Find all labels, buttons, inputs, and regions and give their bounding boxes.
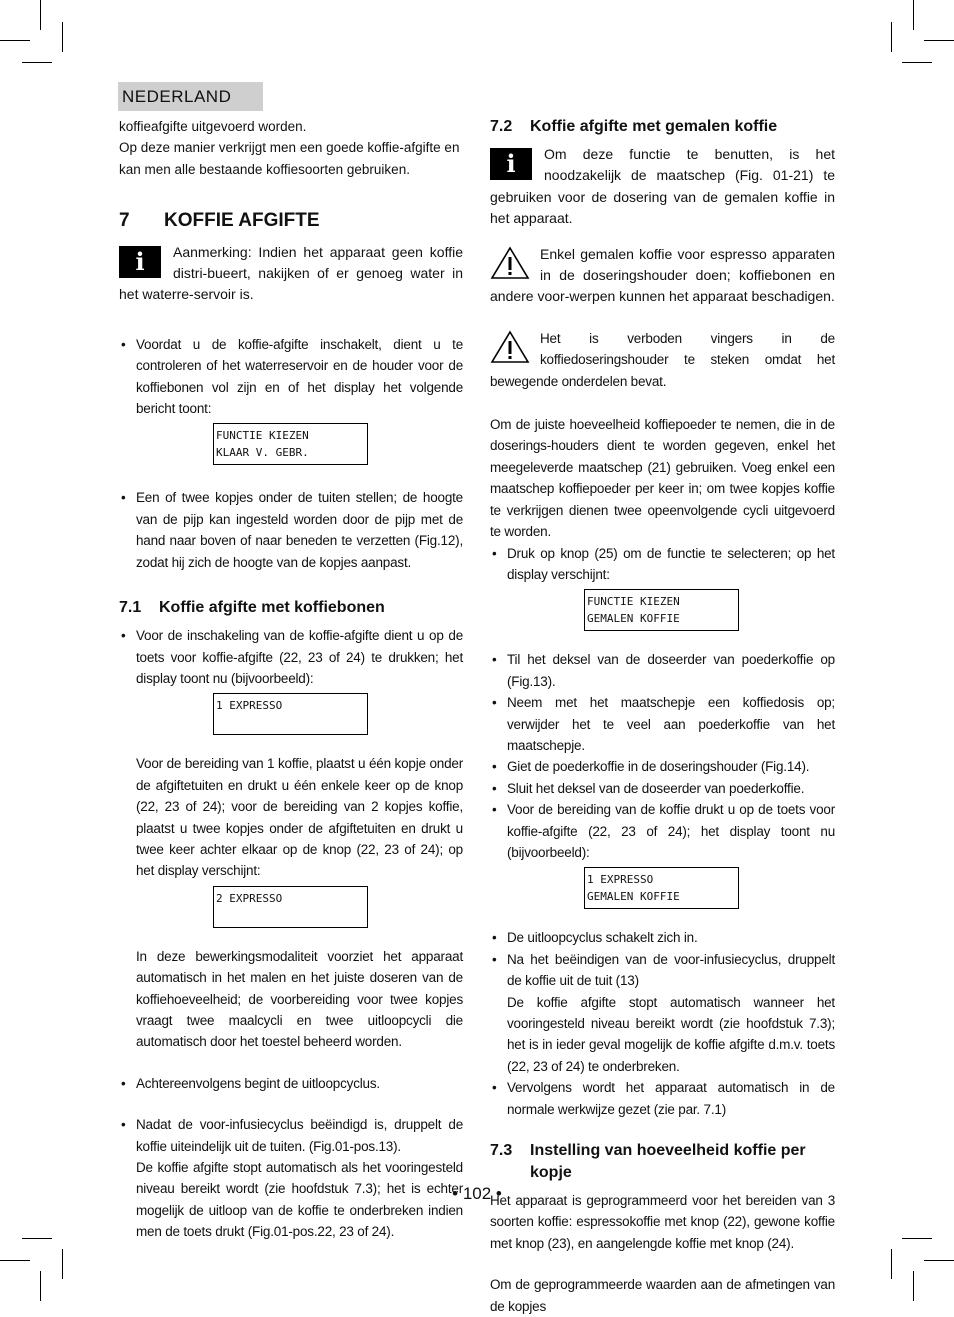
crop-mark xyxy=(62,1249,63,1279)
paragraph: In deze bewerkingsmodaliteit voorziet het apparaat automatisch in het malen en het juiste doseren van de koffiehoeveelheid; de voorbereiding voor twee kopjes vraagt twee maalcycli en twee uitloopcycli die automatisch door het toestel beheerd worden. xyxy=(136,948,463,1050)
list-item: • Voor de bereiding van de koffie drukt u op de toets voor koffie-afgifte (22, 23 of 24); het display toont nu (bijvoorbeeld): xyxy=(490,799,835,863)
crop-mark xyxy=(902,62,932,63)
list-item: • Voordat u de koffie-afgifte inschakelt, dient u te controleren of het waterreservoir en de houder voor de koffiebonen vol zijn en of het display het volgende bericht toont: xyxy=(119,334,463,420)
warning-note xyxy=(490,244,835,308)
section-title: Koffie afgifte met koffiebonen xyxy=(159,599,385,617)
section-heading xyxy=(119,210,463,231)
paragraph: De koffie afgifte stopt automatisch als het vooringesteld niveau bereikt wordt (zie hoofdstuk 7.3); het is echter mogelijk de uitloop van de koffie te onderbreken indien men de toets drukt (Fig.01-pos.22, 23 of 24). xyxy=(136,1160,463,1240)
info-icon: i xyxy=(490,148,532,180)
list-item: • Sluit het deksel van de doseerder van poederkoffie. xyxy=(490,778,835,799)
note-text: Het is verboden vingers in de koffiedoseringshouder te steken omdat het bewegende onderdelen bevat. xyxy=(490,330,835,389)
list-item: • Achtereenvolgens begint de uitloopcyclus. xyxy=(119,1073,463,1094)
crop-mark xyxy=(902,1238,932,1239)
paragraph: Het apparaat is geprogrammeerd voor het bereiden van 3 soorten koffie: espressokoffie met knop (22), gewone koffie met knop (23), en aangelengde koffie met knop (24). xyxy=(490,1193,835,1251)
section-title: KOFFIE AFGIFTE xyxy=(164,210,320,232)
info-note xyxy=(119,242,463,306)
paragraph: Voor de bereiding van 1 koffie, plaatst u één kopje onder de afgiftetuiten en drukt u één enkele keer op de knop (22, 23 of 24); voor de bereiding van 2 kopjes koffie, plaatst u twee kopjes onder de afgiftetuiten en drukt u twee keer achter elkaar op de knop (22, 23 of 24); op het display verschijnt: xyxy=(136,756,463,879)
note-text: Om deze functie te benutten, is het noodzakelijk de maatschep (Fig. 01-21) te gebruiken voor de dosering van de gemalen koffie in het apparaat. xyxy=(490,146,835,227)
page-number: • 102 • xyxy=(452,1184,502,1203)
crop-mark xyxy=(22,1238,52,1239)
display-message: 1 EXPRESSO xyxy=(213,693,368,735)
section-number: 7.3 xyxy=(490,1142,513,1160)
list-item: • Voor de inschakeling van de koffie-afgifte dient u op de toets voor koffie-afgifte (22, 23 of 24) te drukken; het display toont nu (bijvoorbeeld): xyxy=(119,625,463,689)
left-column xyxy=(119,116,463,1243)
language-tab: NEDERLAND xyxy=(118,82,263,111)
right-column xyxy=(490,116,835,1317)
crop-mark xyxy=(22,62,52,63)
section-number: 7.2 xyxy=(490,118,513,135)
list-item: • Een of twee kopjes onder de tuiten stellen; de hoogte van de pijp kan ingesteld worden door de pijp met de hand naar boven of naar beneden te verzetten (Fig.12), zodat hij zich de hoogte van de kopjes aanpast. xyxy=(119,487,463,573)
section-heading xyxy=(490,116,835,138)
crop-mark xyxy=(0,40,30,41)
info-icon: i xyxy=(119,246,161,278)
crop-mark xyxy=(891,22,892,52)
crop-mark xyxy=(40,0,41,30)
note-text: Aanmerking: Indien het apparaat geen koffie distri-bueert, nakijken of er genoeg water in het waterre-servoir is. xyxy=(119,243,463,303)
display-message: FUNCTIE KIEZEN GEMALEN KOFFIE xyxy=(584,589,739,631)
note-text: Enkel gemalen koffie voor espresso apparaten in de doseringshouder doen; koffiebonen en andere voor-werpen kunnen het apparaat beschadigen. xyxy=(490,245,835,305)
paragraph: De koffie afgifte stopt automatisch wanneer het vooringesteld niveau bereikt wordt (zie hoofdstuk 7.3); het is in ieder geval mogelijk de koffie afgifte d.m.v. toets (22, 23 of 24) te onderbreken. xyxy=(507,994,835,1074)
display-message: FUNCTIE KIEZEN KLAAR V. GEBR. xyxy=(213,423,368,465)
info-note xyxy=(490,144,835,230)
list-item: • Neem met het maatschepje een koffiedosis op; verwijder het te veel aan poederkoffie van het maatschepje. xyxy=(490,692,835,756)
list-item: • Giet de poederkoffie in de doseringshouder (Fig.14). xyxy=(490,756,835,777)
list-item: • Vervolgens wordt het apparaat automatisch in de normale werkwijze gezet (zie par. 7.1) xyxy=(490,1077,835,1120)
paragraph: Op deze manier verkrijgt men een goede koffie-afgifte en kan men alle bestaande koffiesoorten gebruiken. xyxy=(119,140,460,177)
crop-mark xyxy=(891,1249,892,1279)
warning-icon xyxy=(490,330,530,364)
list-item: • Til het deksel van de doseerder van poederkoffie op (Fig.13). xyxy=(490,649,835,692)
section-heading xyxy=(490,1140,835,1184)
warning-note xyxy=(490,328,835,392)
crop-mark xyxy=(924,1260,954,1261)
crop-mark xyxy=(913,0,914,30)
section-heading xyxy=(119,597,463,619)
paragraph: Om de juiste hoeveelheid koffiepoeder te nemen, die in de doserings-houders dient te worden gegeven, enkel het meegeleverde maatschep (21) gebruiken. Voeg enkel een maatschep koffiepoeder per keer in; om twee kopjes koffie te verkrijgen dienen twee opeenvolgende cycli uitgevoerd te worden. xyxy=(490,417,835,540)
list-item: • De uitloopcyclus schakelt zich in. xyxy=(490,927,835,948)
section-title: Instelling van hoeveelheid koffie per kopje xyxy=(530,1142,806,1182)
crop-mark xyxy=(924,40,954,41)
section-number: 7 xyxy=(119,210,130,232)
crop-mark xyxy=(913,1271,914,1301)
crop-mark xyxy=(62,22,63,52)
section-number: 7.1 xyxy=(119,599,142,617)
warning-icon xyxy=(490,246,530,280)
paragraph: koffieafgifte uitgevoerd worden. xyxy=(119,119,307,134)
list-item: • Nadat de voor-infusiecyclus beëindigd is, druppelt de koffie uiteindelijk uit de tuiten. (Fig.01-pos.13). xyxy=(119,1114,463,1157)
crop-mark xyxy=(40,1271,41,1301)
list-item: • Na het beëindigen van de voor-infusiecyclus, druppelt de koffie uit de tuit (13) xyxy=(490,949,835,992)
display-message: 1 EXPRESSO GEMALEN KOFFIE xyxy=(584,867,739,909)
list-item: • Druk op knop (25) om de functie te selecteren; op het display verschijnt: xyxy=(490,543,835,586)
display-message: 2 EXPRESSO xyxy=(213,886,368,928)
crop-mark xyxy=(0,1260,30,1261)
section-title: Koffie afgifte met gemalen koffie xyxy=(530,118,778,135)
paragraph: Om de geprogrammeerde waarden aan de afmetingen van de kopjes xyxy=(490,1277,835,1314)
